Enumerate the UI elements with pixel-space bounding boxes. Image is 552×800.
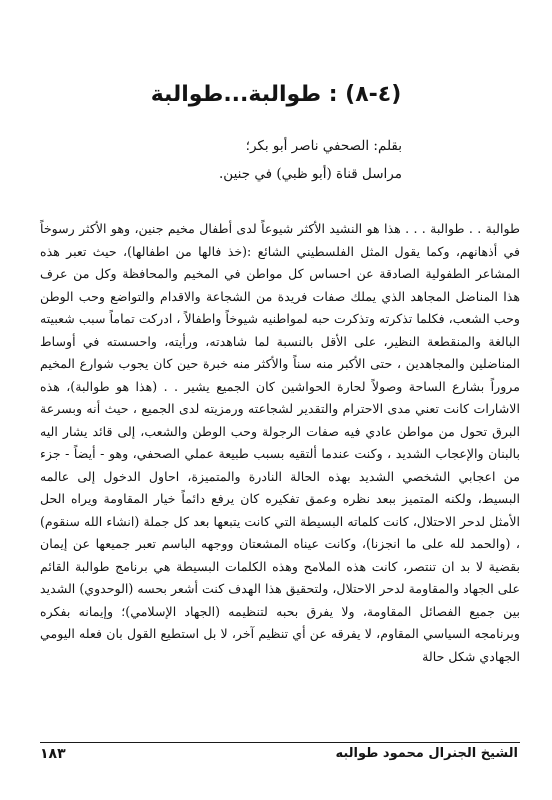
author-line: بقلم: الصحفي ناصر أبو بكر؛	[245, 138, 402, 154]
page-number: ١٨٣	[40, 746, 66, 762]
footer-divider	[40, 742, 520, 743]
body-paragraph: طوالبة . . طوالبة . . . هذا هو النشيد الأكثر شيوعاً لدى أطفال مخيم جنين، وهو الأكثر رسوخاً في أذهانهم، وكما يقول المثل الفلسطيني الشائع :(خذ فالها من اطفالها)، حيث تعبر هذه المشاعر الطفولية الصادقة عن احساس كل مواطن في المخيم والمحافظة وكل من عرف هذا المناضل المجاهد الذي يملك صفات فريدة من الشجاعة والاقدام والتواضع وحب الوطن وحب الشعب، فكلما تذكرته وتذكرت حبه لمواطنيه شيوخاً واطفالاً ، ادركت تماماً سبب شعبيته البالغة والمنقطعة النظير، على الأقل بالنسبة لما شاهدته، ورأيته، واحسسته في أوساط المناضلين والمجاهدين ، حتى الأكبر منه سناً والأكثر منه خبرة حين كان يجوب شوارع المخيم مروراً بشارع الساحة وصولاً لحارة الحواشين كان الجميع يشير . . (هذا هو طوالبة)، هذه الاشارات كانت تعني مدى الاحترام والتقدير لشجاعته ورمزيته لدى الجميع ، حيث أنه وبسرعة البرق تحول من مواطن عادي فيه صفات الرجولة وحب الوطن والشعب، إلى قائد يشار اليه بالبنان والإعجاب الشديد ، وكنت عندما ألتقيه بسبب طبيعة عملي الصحفي، وهو - أيضاً - جزء من اعجابي الشخصي الشديد بهذه الحالة النادرة والمتميزة، احاول الدخول إلى عالمه البسيط، ولكنه المتميز ببعد نظره وعمق تفكيره كان يرفع دائماً خيار المقاومة ويراه الحل الأمثل لدحر الاحتلال، كانت كلماته البسيطة التي كانت يتبعها بعد كل جملة (انشاء الله سنقوم) ، (والحمد لله على ما انجزنا)، وكانت عيناه المشعتان ووجهه الباسم تعبر جميعها عن إيمان بقضية لا بد ان تنتصر، كانت هذه الملامح وهذه الكلمات البسيطة هي برنامج طوالبة القائم على الجهاد والمقاومة لدحر الاحتلال، ولتحقيق هذا الهدف كنت أشعر بحسه (الوحدوي) الشديد بين جميع الفصائل المقاومة، ولا يفرق بحبه لتنظيمه (الجهاد الإسلامي)؛ وإيمانه بفكره وبرنامجه السياسي المقاوم، لا يفرقه عن أي تنظيم آخر، لا بل استطيع القول بان فعله اليومي الجهادي شكل حالة	[40, 221, 520, 664]
byline	[152, 132, 402, 188]
running-footer-title: الشيخ الجنرال محمود طوالبه	[335, 746, 518, 761]
role-line: مراسل قناة (أبو ظبي) في جنين.	[219, 166, 402, 182]
chapter-heading: (٤-٨) : طوالبة...طوالبة	[150, 82, 402, 107]
